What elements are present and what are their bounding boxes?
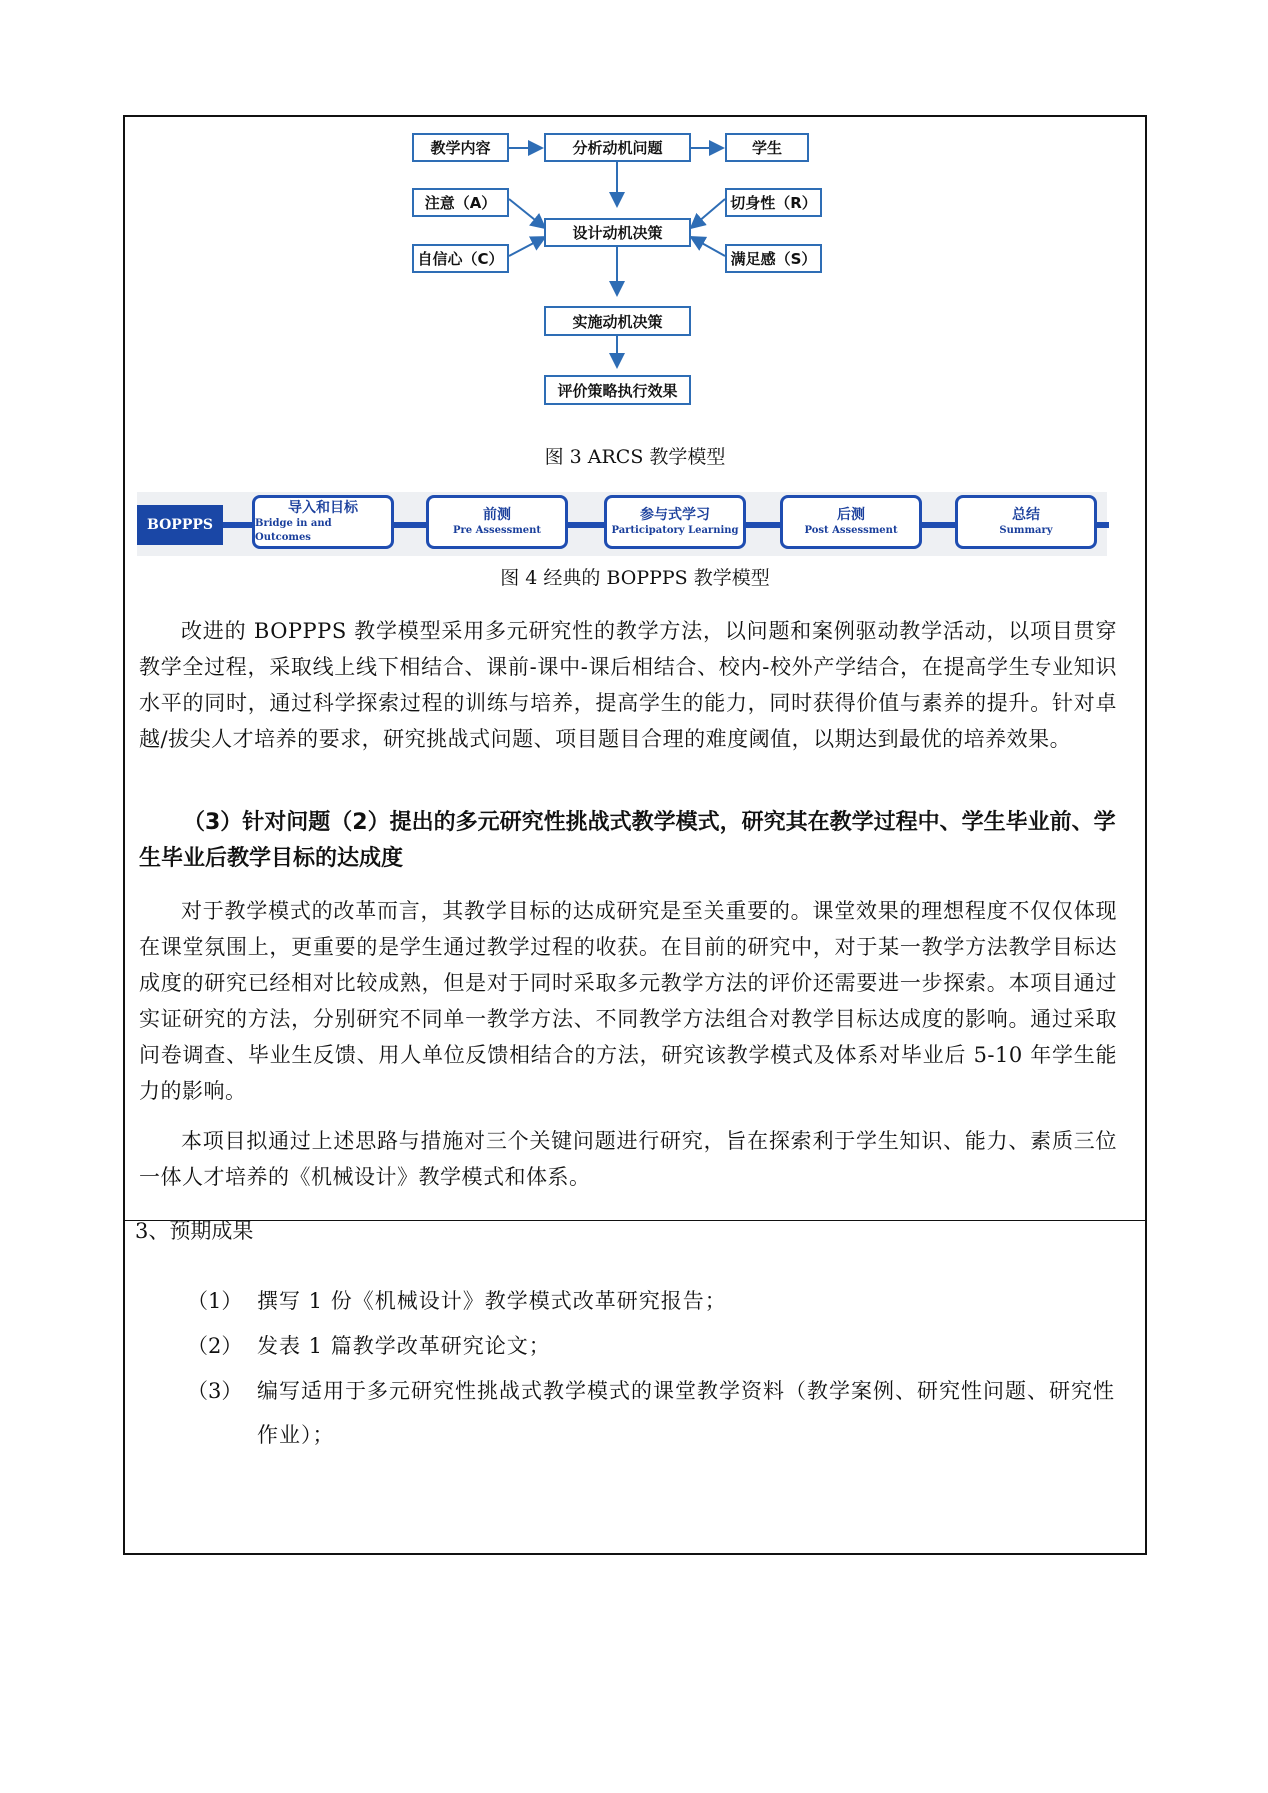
box-confidence: 自信心（C） [412,244,509,273]
stage-post-assessment [780,495,922,549]
stage-bridge-in [252,495,394,549]
paragraph-improved-boppps: 改进的 BOPPPS 教学模型采用多元研究性的教学方法，以问题和案例驱动教学活动，以项目贯穿教学全过程，采取线上线下相结合、课前-课中-课后相结合、校内-校外产学结合，在提高学生专业知识水平的同时，通过科学探索过程的训练与培养，提高学生的能力，同时获得价值与素养的提升。针对卓越/拔尖人才培养的要求，研究挑战式问题、项目题目合理的难度阈值，以期达到最优的培养效果。 [139,619,1117,751]
heading-item-3: （3）针对问题（2）提出的多元研究性挑战式教学模式，研究其在教学过程中、学生毕业前、学生毕业后教学目标的达成度 [139,810,1116,871]
stage-label-en: Summary [999,525,1053,536]
box-design-decision: 设计动机决策 [544,218,691,247]
list-item-text: 发表 1 篇教学改革研究论文； [257,1334,551,1358]
list-item-number: （1） [187,1289,243,1313]
stage-label-zh: 导入和目标 [288,500,358,516]
arcs-connectors [125,117,1145,557]
list-item-text: 撰写 1 份《机械设计》教学模式改革研究报告； [257,1289,727,1313]
stage-label-zh: 前测 [483,507,511,523]
section-divider [125,1220,1145,1221]
figure4-caption: 图 4 经典的 BOPPPS 教学模型 [500,567,770,589]
stage-summary [955,495,1097,549]
box-implement-decision: 实施动机决策 [544,306,691,336]
box-satisfaction: 满足感（S） [725,244,822,273]
stage-pre-assessment [426,495,568,549]
stage-label-en: Participatory Learning [611,525,739,536]
stage-label-en: Bridge in and Outcomes [255,518,332,543]
arrow-confidence-design [509,237,545,256]
list-item-number: （3） [187,1379,243,1403]
list-item-number: （2） [187,1334,243,1358]
box-relevance: 切身性（R） [725,188,822,217]
stage-label-zh: 总结 [1012,507,1040,523]
section-title-expected-results: 3、预期成果 [135,1219,254,1243]
stage-label-zh: 后测 [837,507,865,523]
list-item [187,1279,1127,1323]
paragraph-summary: 本项目拟通过上述思路与措施对三个关键问题进行研究，旨在探索利于学生知识、能力、素质三位一体人才培养的《机械设计》教学模式和体系。 [139,1129,1117,1189]
stage-label-en: Pre Assessment [452,525,542,536]
arcs-diagram [125,117,1145,557]
stage-label-en: Post Assessment [804,525,898,536]
box-attention: 注意（A） [412,188,509,217]
box-student: 学生 [725,133,809,162]
box-teaching-content: 教学内容 [412,133,509,162]
box-analyze-motivation: 分析动机问题 [544,133,691,162]
arrow-satisfaction-design [691,237,725,256]
box-evaluate-effect: 评价策略执行效果 [544,375,691,405]
list-item [187,1369,1127,1457]
document-frame [123,115,1147,1555]
boppps-diagram [137,492,1107,556]
stage-participatory-learning [604,495,746,549]
stage-label-zh: 参与式学习 [640,507,710,523]
list-item-text: 编写适用于多元研究性挑战式教学模式的课堂教学资料（教学案例、研究性问题、研究性作业）； [257,1379,1115,1447]
paragraph-goal-achievement: 对于教学模式的改革而言，其教学目标的达成研究是至关重要的。课堂效果的理想程度不仅仅体现在课堂氛围上，更重要的是学生通过教学过程的收获。在目前的研究中，对于某一教学方法教学目标达成度的研究已经相对比较成熟，但是对于同时采取多元教学方法的评价还需要进一步探索。本项目通过实证研究的方法，分别研究不同单一教学方法、不同教学方法组合对教学目标达成度的影响。通过采取问卷调查、毕业生反馈、用人单位反馈相结合的方法，研究该教学模式及体系对毕业后 5-10 年学生能力的影响。 [139,899,1117,1103]
boppps-main-label: BOPPPS [137,505,223,545]
list-item [187,1324,1127,1368]
figure3-caption: 图 3 ARCS 教学模型 [544,446,726,468]
arrow-relevance-design [691,199,725,228]
arrow-attention-design [509,199,545,228]
